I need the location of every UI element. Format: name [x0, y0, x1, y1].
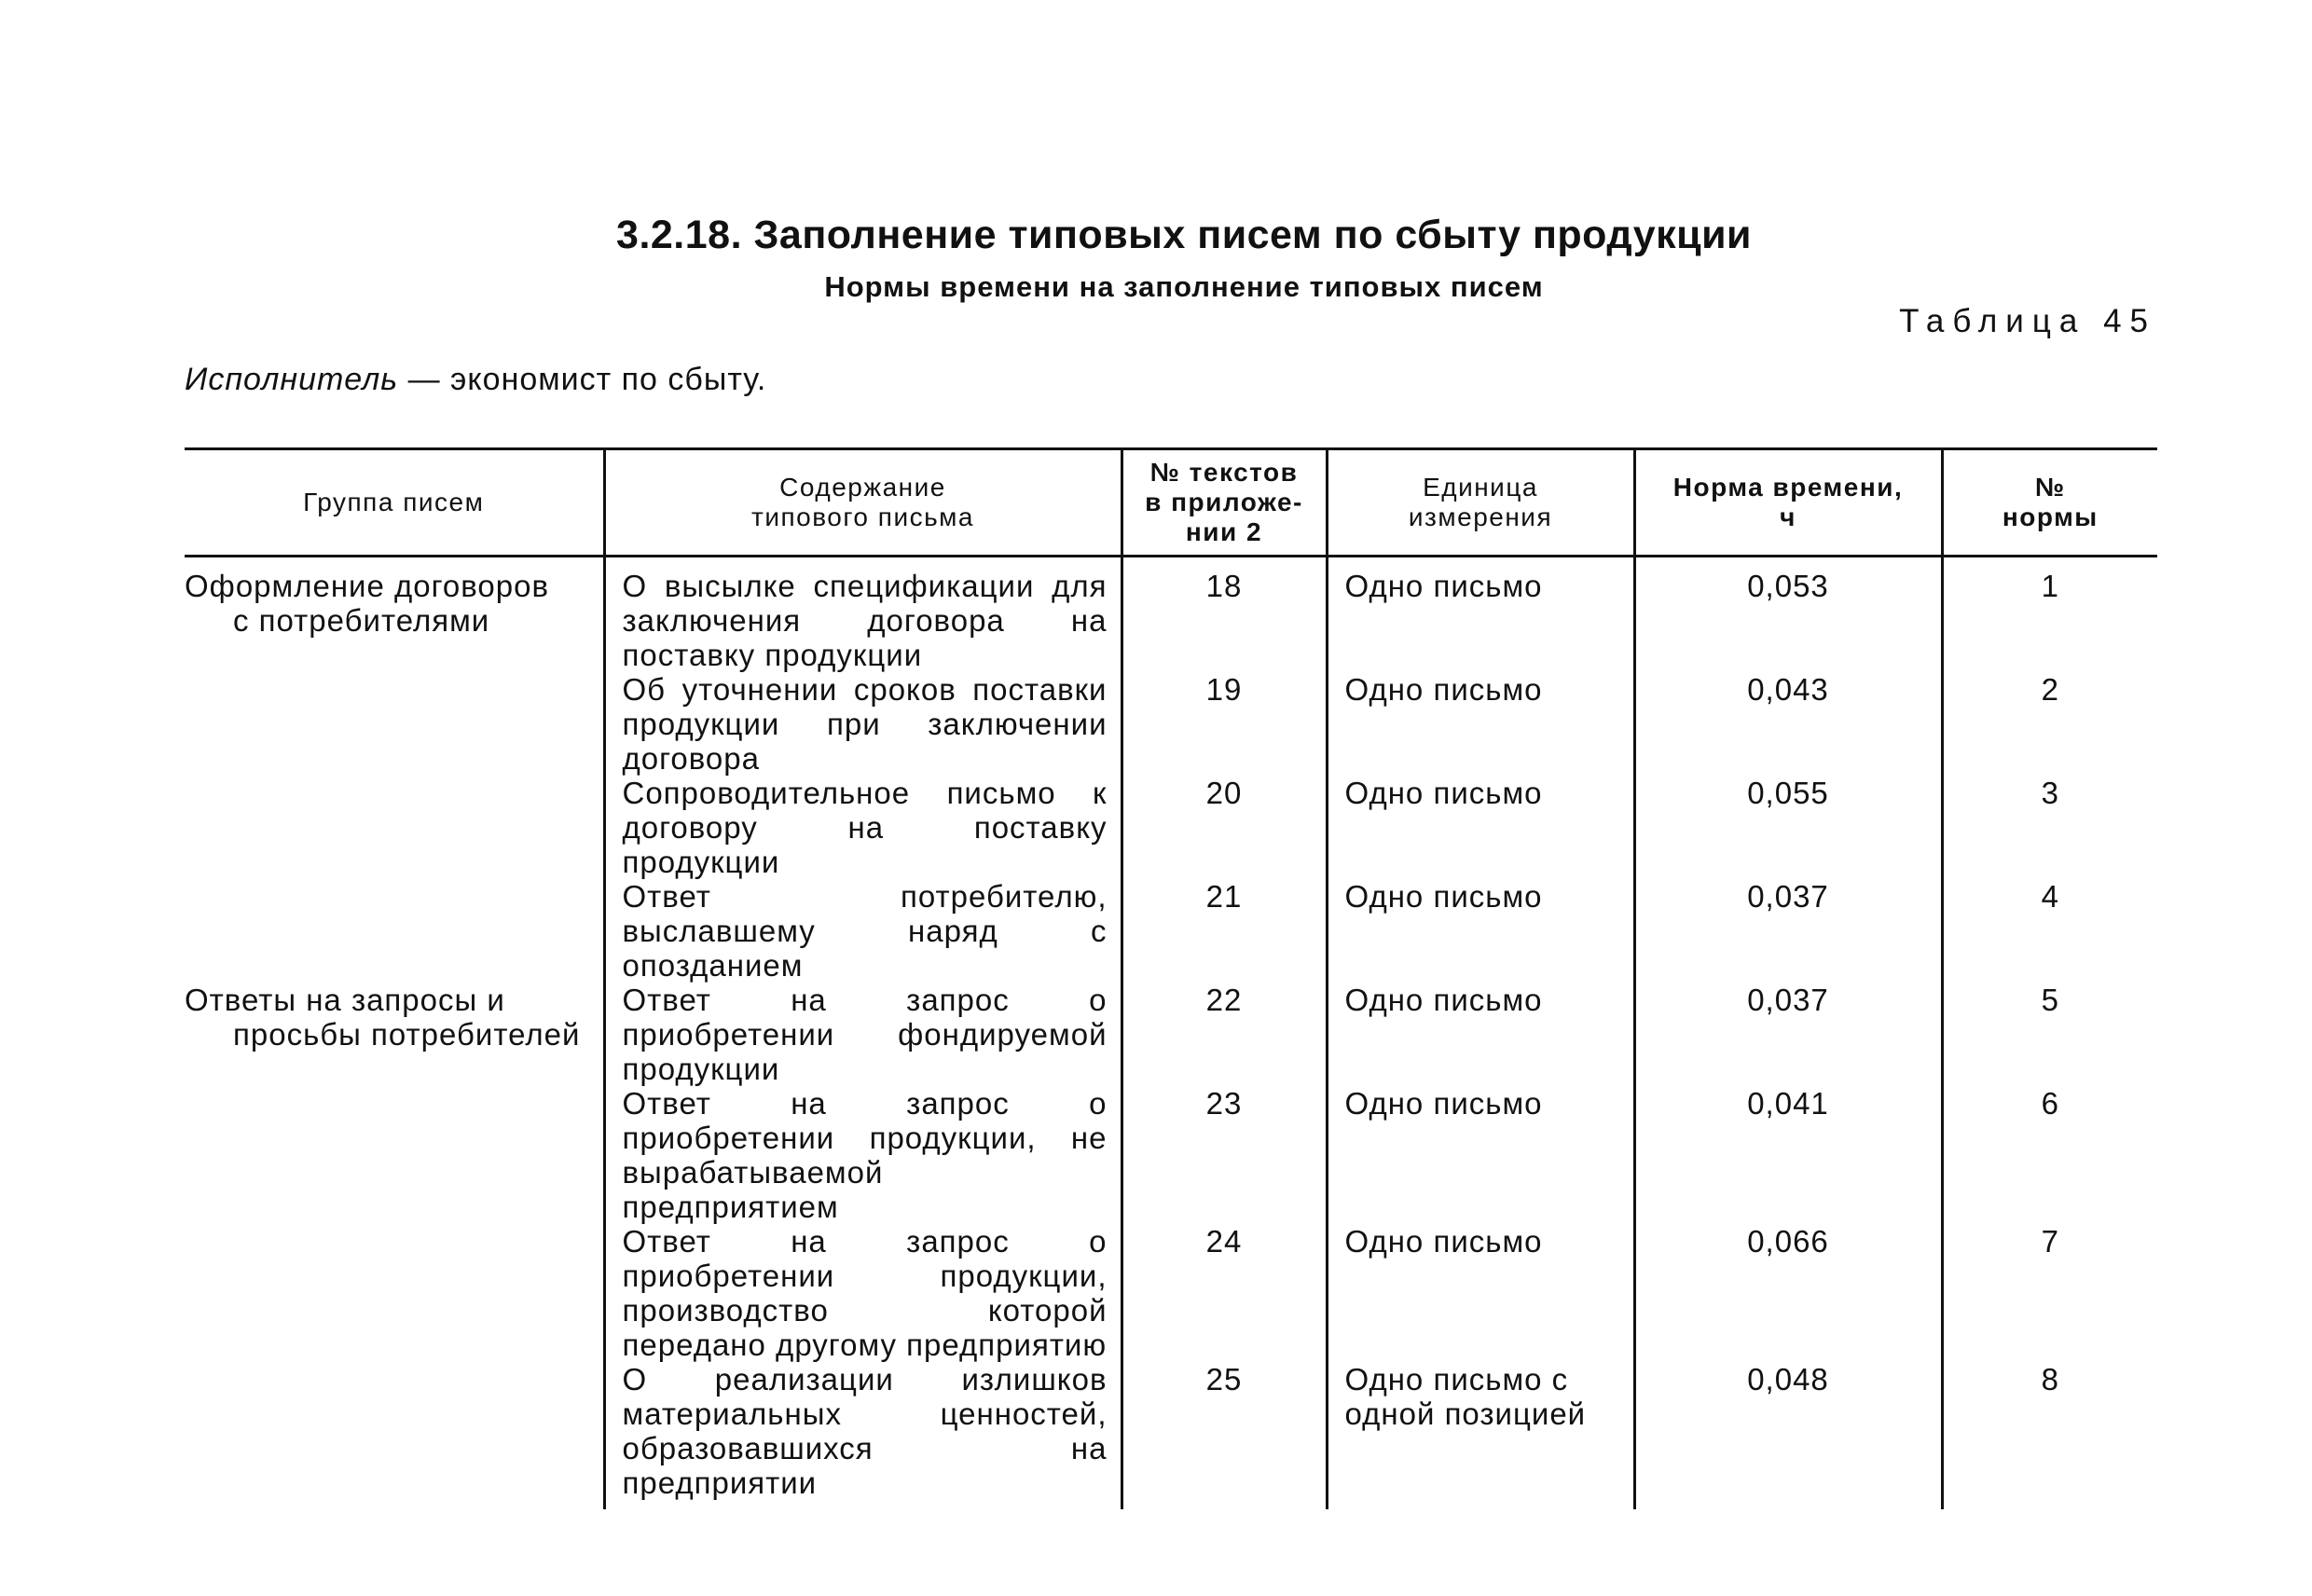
text-no-cell: 22 — [1122, 983, 1327, 1086]
unit-cell: Одно письмо — [1327, 557, 1634, 673]
content-cell: Ответ на запрос о приобретении фондируемой продукции — [604, 983, 1122, 1086]
norm-no-cell: 2 — [1942, 672, 2157, 776]
content-cell: Ответ на запрос о приобретении продукции, производство которой передано другому предприятию — [604, 1224, 1122, 1362]
column-header-text-no: № текстов в приложе- нии 2 — [1122, 449, 1327, 557]
content-cell: Сопроводительное письмо к договору на поставку продукции — [604, 776, 1122, 879]
time-cell: 0,053 — [1634, 557, 1942, 673]
unit-cell: Одно письмо — [1327, 672, 1634, 776]
text-no-cell: 18 — [1122, 557, 1327, 673]
content-cell: О реализации излишков материальных ценностей, образовавшихся на предприятии — [604, 1362, 1122, 1509]
time-cell: 0,037 — [1634, 983, 1942, 1086]
time-cell: 0,066 — [1634, 1224, 1942, 1362]
column-header-time: Норма времени, ч — [1634, 449, 1942, 557]
group-label-line: просьбы потребителей — [233, 1017, 581, 1052]
time-cell: 0,041 — [1634, 1086, 1942, 1224]
table-header-row — [185, 449, 2157, 557]
text-no-cell: 24 — [1122, 1224, 1327, 1362]
content-cell: Ответ потребителю, выславшему наряд с опозданием — [604, 879, 1122, 983]
column-header-norm-no: № нормы — [1942, 449, 2157, 557]
norm-no-cell: 1 — [1942, 557, 2157, 673]
norm-no-cell: 4 — [1942, 879, 2157, 983]
group-cell — [185, 557, 604, 984]
unit-cell: Одно письмо — [1327, 1224, 1634, 1362]
executor-line — [185, 362, 766, 398]
norm-no-cell: 8 — [1942, 1362, 2157, 1509]
content-cell: Об уточнении сроков поставки продукции при заключении договора — [604, 672, 1122, 776]
text-no-cell: 25 — [1122, 1362, 1327, 1509]
group-label-line: Ответы на запросы и — [185, 983, 505, 1017]
norm-no-cell: 7 — [1942, 1224, 2157, 1362]
unit-cell: Одно письмо с одной позицией — [1327, 1362, 1634, 1509]
table-subtitle: Нормы времени на заполнение типовых писем — [824, 270, 1544, 303]
unit-cell: Одно письмо — [1327, 879, 1634, 983]
column-header-unit: Единица измерения — [1327, 449, 1634, 557]
table-row — [185, 557, 2157, 673]
content-cell: Ответ на запрос о приобретении продукции, не вырабатываемой предприятием — [604, 1086, 1122, 1224]
time-cell: 0,055 — [1634, 776, 1942, 879]
unit-cell: Одно письмо — [1327, 1086, 1634, 1224]
column-header-group: Группа писем — [185, 449, 604, 557]
norm-no-cell: 6 — [1942, 1086, 2157, 1224]
group-label-line: с потребителями — [233, 603, 490, 638]
group-label — [185, 569, 594, 638]
norms-table — [185, 447, 2157, 1509]
time-cell: 0,048 — [1634, 1362, 1942, 1509]
text-no-cell: 20 — [1122, 776, 1327, 879]
text-no-cell: 21 — [1122, 879, 1327, 983]
table-row — [185, 983, 2157, 1086]
section-title: 3.2.18. Заполнение типовых писем по сбыту продукции — [616, 213, 1752, 257]
group-label-line: Оформление договоров — [185, 569, 550, 603]
unit-cell: Одно письмо — [1327, 776, 1634, 879]
text-no-cell: 23 — [1122, 1086, 1327, 1224]
content-cell: О высылке спецификации для заключения договора на поставку продукции — [604, 557, 1122, 673]
column-header-content: Содержание типового письма — [604, 449, 1122, 557]
text-no-cell: 19 — [1122, 672, 1327, 776]
executor-text: — экономист по сбыту. — [398, 362, 767, 397]
unit-cell: Одно письмо — [1327, 983, 1634, 1086]
table-number: Таблица 45 — [1899, 303, 2156, 339]
time-cell: 0,043 — [1634, 672, 1942, 776]
norm-no-cell: 5 — [1942, 983, 2157, 1086]
executor-label: Исполнитель — [185, 362, 399, 397]
norm-no-cell: 3 — [1942, 776, 2157, 879]
time-cell: 0,037 — [1634, 879, 1942, 983]
group-cell — [185, 983, 604, 1509]
group-label — [185, 983, 594, 1052]
